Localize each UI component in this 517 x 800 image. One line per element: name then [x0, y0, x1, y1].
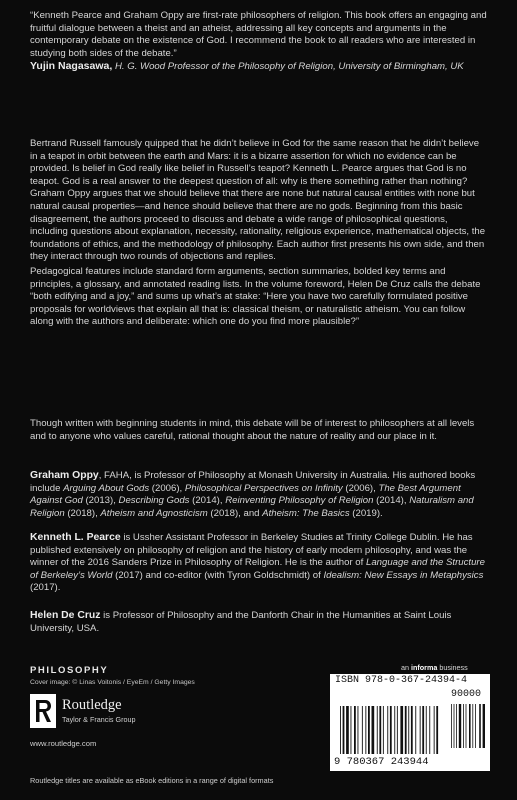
category-label: PHILOSOPHY — [30, 665, 109, 676]
bio-text: (2018), — [64, 507, 101, 519]
bio-text: (2019). — [349, 507, 383, 519]
isbn-text: ISBN 978-0-367-24394-4 — [335, 675, 468, 686]
book-title: Atheism and Agnosticism — [100, 507, 208, 519]
bio-text: (2006), — [149, 482, 185, 494]
book-title: Philosophical Perspectives on Infinity — [184, 482, 343, 494]
bio-text: (2014), — [189, 495, 226, 507]
book-title: Reinventing Philosophy of Religion — [225, 495, 374, 507]
bio-text: (2014), — [373, 495, 410, 507]
author-name: Kenneth L. Pearce — [30, 532, 121, 543]
informa-prefix: an — [401, 663, 409, 672]
publisher-url[interactable]: www.routledge.com — [30, 739, 97, 748]
book-title: Describing Gods — [118, 495, 190, 507]
informa-suffix: business — [439, 663, 468, 672]
book-title: Idealism: New Essays in Metaphysics — [323, 569, 484, 581]
book-title: Atheism: The Basics — [262, 507, 350, 519]
author-bio-oppy — [30, 470, 488, 520]
bio-text: is Professor of Philosophy and the Danforth Chair in the Humanities at Saint Louis University, USA. — [30, 610, 452, 634]
book-title: Naturalism and Religion — [30, 495, 474, 519]
description-paragraph-2: Pedagogical features include standard form arguments, section summaries, bolded key terms and principles, a glossary, and annotated reading lists. In the volume foreword, Helen De Cruz calls the debate “both edifying and a joy,” and sums up what’s at stake: “Here you have two carefully formulated positive proposals for worldviews that explain all that is: classical theism, or naturalistic atheism. You can follow along with the authors and deliberate: which one do you find more plausible?” — [30, 266, 481, 328]
bio-text: is Ussher Assistant Professor in Berkeley Studies at Trinity College Dublin. He has published extensively on philosophy of religion and the history of early modern philosophy, and was the winner of the 2016 Sanders Prize in Philosophy of Religion. He is the author of — [30, 532, 473, 569]
informa-business-label — [401, 663, 468, 672]
book-title: Language and the Structure of Berkeley’s World — [30, 557, 485, 581]
publisher-logo — [30, 694, 170, 730]
author-bio-pearce — [30, 532, 488, 595]
price-code: 90000 — [451, 689, 482, 700]
bio-text: (2017) and co-editor (with Tyron Goldschmidt) of — [112, 569, 324, 581]
book-title: Arguing About Gods — [63, 482, 150, 494]
routledge-r-icon — [30, 694, 56, 728]
cover-footer — [0, 648, 517, 800]
praise-author-affiliation: H. G. Wood Professor of the Philosophy of Religion, University of Birmingham, UK — [114, 61, 464, 73]
isbn-barcode — [330, 674, 490, 771]
publisher-subtitle: Taylor & Francis Group — [62, 715, 136, 724]
description-paragraph-3: Though written with beginning students in mind, this debate will be of interest to philosophers at all levels and to anyone who values careful, rational thought about the nature of reality and our place in it. — [30, 418, 475, 442]
author-bio-decruz — [30, 610, 488, 635]
bio-text: , FAHA, is Professor of Philosophy at Monash University in Australia. His authored books include — [30, 470, 476, 494]
bio-text: (2017). — [30, 582, 61, 594]
barcode-digits: 9 780367 243944 — [334, 756, 429, 768]
bio-text: (2006), — [342, 482, 379, 494]
author-name: Graham Oppy — [30, 470, 99, 481]
description-paragraph-1: Bertrand Russell famously quipped that he didn’t believe in God for the same reason that he didn’t believe in a teapot in orbit between the earth and Mars: it is a bizarre assertion for which no evidence can be provided. Is belief in God really like belief in Russell’s teapot? Kenneth L. Pearce argues that God is no teapot. God is a real answer to the deepest question of all: why is there something rather than nothing? Graham Oppy argues that we should believe that there are none but natural causal entities with none but natural causal properties—and hence should believe that there are no gods. Beginning from this basic disagreement, the authors proceed to discuss and debate a wide range of philosophical questions, including questions about explanation, necessity, rationality, religious experience, mathematical objects, the foundations of ethics, and the methodology of philosophy. Each author first presents his own side, and then they interact through two rounds of objections and replies. — [30, 138, 486, 263]
bio-text: (2013), — [82, 495, 119, 507]
author-name: Helen De Cruz — [30, 610, 101, 621]
bio-text: (2018), and — [207, 507, 263, 519]
praise-quote-block — [30, 10, 488, 74]
cover-image-credit: Cover image: © Linas Voitonis / EyeEm / Getty Images — [30, 679, 195, 686]
praise-quote: “Kenneth Pearce and Graham Oppy are first-rate philosophers of religion. This book offers an engaging and fruitful dialogue between a theist and an atheist, addressing all key concepts and arguments in the contemporary debate on the existence of God. I recommend the book to all readers who are interested in studying both sides of the debate.” — [30, 10, 487, 59]
informa-brand: informa — [411, 663, 438, 672]
book-title: The Best Argument Against God — [30, 482, 461, 507]
publisher-name: Routledge — [62, 697, 122, 713]
praise-author-name: Yujin Nagasawa, — [30, 60, 113, 73]
ebook-note: Routledge titles are available as eBook editions in a range of digital formats — [30, 776, 274, 785]
